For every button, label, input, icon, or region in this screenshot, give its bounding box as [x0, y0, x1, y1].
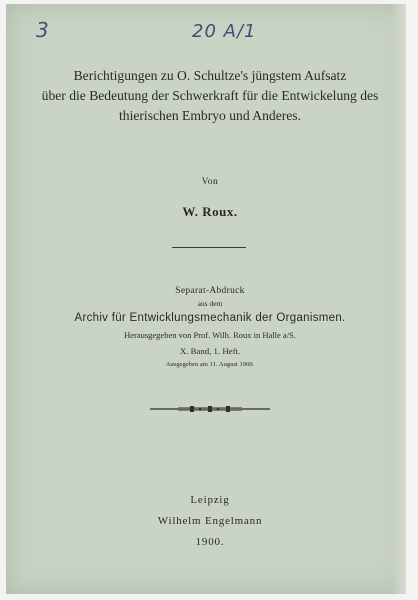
title-line-3: thierischen Embryo und Anderes.: [119, 108, 301, 123]
handwritten-number: 3: [36, 18, 49, 42]
title-line-2: über die Bedeutung der Schwerkraft für die Entwickelung des: [41, 88, 379, 103]
volume-line: X. Band, 1. Heft.: [179, 346, 241, 356]
issue-date-line: Ausgegeben am 11. August 1900.: [165, 361, 255, 368]
pamphlet-cover: [6, 4, 406, 594]
title-line-1: Berichtigungen zu O. Schultze's jüngstem Aufsatz: [73, 68, 347, 83]
imprint-city: Leipzig: [190, 494, 230, 506]
page-edge: [390, 4, 406, 594]
from-label: aus dem: [197, 299, 223, 308]
by-label: Von: [201, 177, 219, 187]
offprint-label: Separat-Abdruck: [175, 286, 245, 296]
imprint-year: 1900.: [195, 536, 225, 548]
publication-block: [30, 285, 390, 371]
journal-title: Archiv für Entwicklungsmechanik der Organismen.: [74, 312, 346, 324]
editor-line: Herausgegeben von Prof. Wilh. Roux in Halle a/S.: [124, 330, 296, 340]
author-name: W. Roux.: [182, 204, 238, 219]
imprint-block: [30, 490, 390, 553]
title-block: [30, 66, 390, 126]
handwritten-call-number: 20 A/1: [192, 21, 257, 42]
ornament-rule: [150, 405, 270, 413]
divider-rule: [172, 247, 246, 248]
imprint-publisher: Wilhelm Engelmann: [157, 515, 263, 527]
